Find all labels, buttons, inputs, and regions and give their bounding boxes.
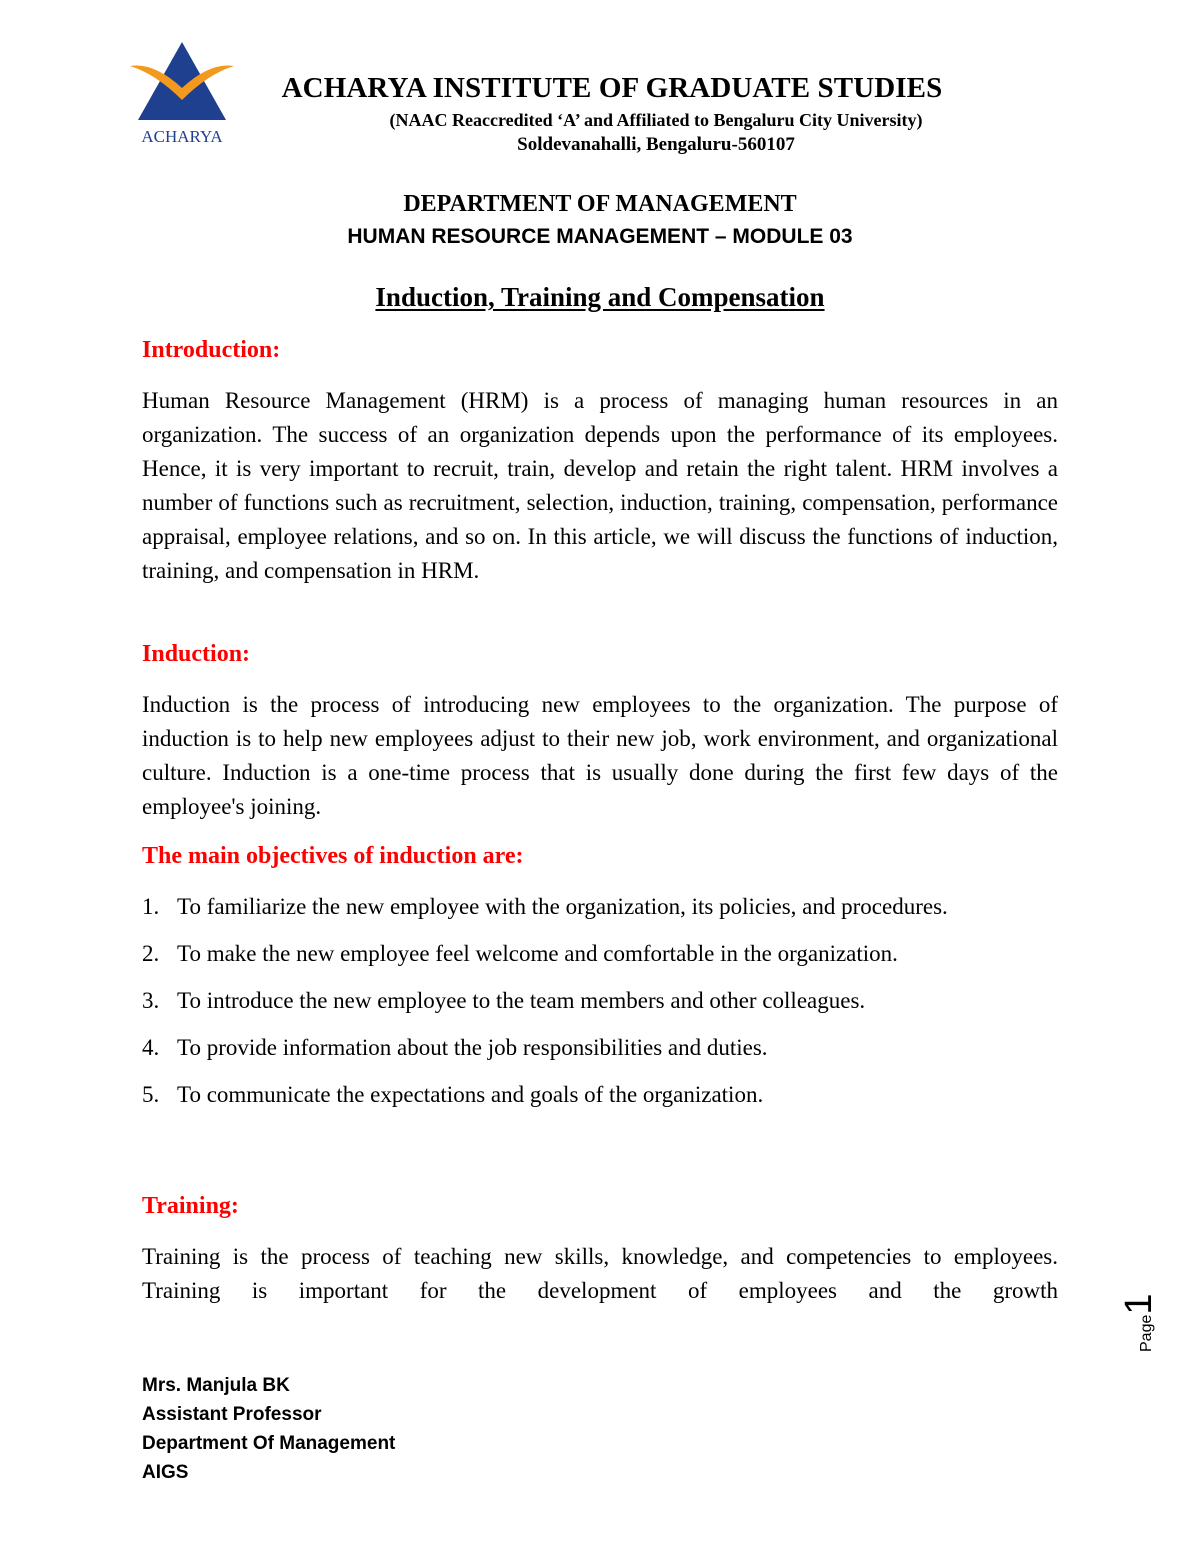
list-item-text: To communicate the expectations and goals of the organization. <box>177 1082 764 1107</box>
list-item-number: 1. <box>142 894 160 919</box>
induction-paragraph: Induction is the process of introducing new employees to the organization. The purpose of induction is to help new employees adjust to their new job, work environment, and organizational culture. Induction is a one-time process that is usually done during the first few days of the employee's joining. <box>142 692 1058 819</box>
document-title: Induction, Training and Compensation <box>375 282 825 312</box>
list-item-text: To introduce the new employee to the team members and other colleagues. <box>177 988 866 1013</box>
page-label: Page <box>1138 1314 1155 1352</box>
department-title: DEPARTMENT OF MANAGEMENT <box>403 191 797 217</box>
author-institute: AIGS <box>142 1462 189 1483</box>
list-item <box>142 1024 1058 1071</box>
list-item-text: To make the new employee feel welcome and comfortable in the organization. <box>177 941 898 966</box>
list-item-number: 2. <box>142 941 160 966</box>
module-title: HUMAN RESOURCE MANAGEMENT – MODULE 03 <box>347 225 853 248</box>
induction-heading: Induction: <box>142 641 251 667</box>
institute-name: ACHARYA INSTITUTE OF GRADUATE STUDIES <box>281 72 943 104</box>
objectives-heading: The main objectives of induction are: <box>142 843 524 869</box>
author-name: Mrs. Manjula BK <box>142 1375 290 1396</box>
logo-text: ACHARYA <box>141 127 223 146</box>
author-designation: Assistant Professor <box>142 1404 322 1425</box>
accreditation-line: (NAAC Reaccredited ‘A’ and Affiliated to Bengaluru City University) <box>389 110 923 130</box>
list-item-number: 4. <box>142 1035 160 1060</box>
list-item <box>142 883 1058 930</box>
author-department: Department Of Management <box>142 1433 396 1454</box>
list-item-text: To familiarize the new employee with the organization, its policies, and procedures. <box>177 894 948 919</box>
objectives-list <box>142 883 1058 1118</box>
list-item <box>142 930 1058 977</box>
list-item-number: 3. <box>142 988 160 1013</box>
list-item <box>142 1071 1058 1118</box>
author-footer <box>142 1371 395 1487</box>
training-paragraph: Training is the process of teaching new skills, knowledge, and competencies to employees. Training is important for the development of employees and the growth <box>142 1244 1058 1303</box>
list-item-text: To provide information about the job responsibilities and duties. <box>177 1035 768 1060</box>
introduction-heading: Introduction: <box>142 337 281 363</box>
page-number: 1 <box>1118 1293 1160 1315</box>
training-heading: Training: <box>142 1193 239 1219</box>
list-item <box>142 977 1058 1024</box>
list-item-number: 5. <box>142 1082 160 1107</box>
page-number-marker <box>1118 1262 1158 1352</box>
institute-address: Soldevanahalli, Bengaluru-560107 <box>517 134 795 155</box>
introduction-paragraph: Human Resource Management (HRM) is a process of managing human resources in an organization. The success of an organization depends upon the performance of its employees. Hence, it is very important to recruit, train, develop and retain the right talent. HRM involves a number of functions such as recruitment, selection, induction, training, compensation, performance appraisal, employee relations, and so on. In this article, we will discuss the functions of induction, training, and compensation in HRM. <box>142 388 1058 583</box>
